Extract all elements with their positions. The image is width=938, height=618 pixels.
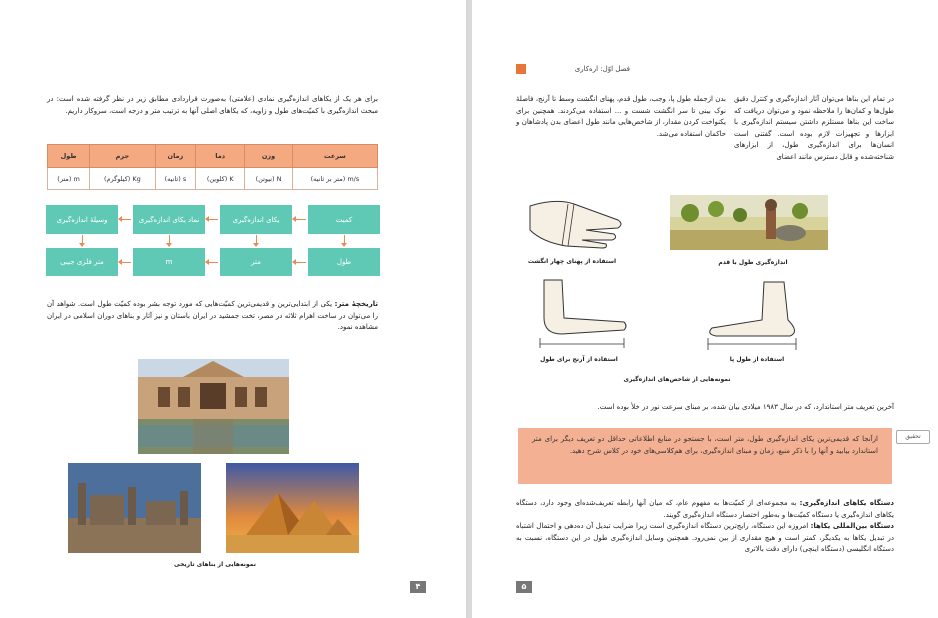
- diagram-box-tape: متر فلزی جیبی: [46, 248, 118, 276]
- diagram-arrow: [121, 262, 131, 263]
- units-header-cell: وزن: [245, 145, 293, 168]
- foot-illustration: [704, 280, 804, 350]
- hand-illustration: [526, 190, 626, 254]
- intro-paragraph: برای هر یک از یکاهای اندازه‌گیری نمادی (علامتی) به‌صورت قراردادی مطابق زیر در نظر گرفته شده است: در مبحث اندازه‌گیری با کمیّت‌های طول و زاویه، که یکاهای اصلی آنها به ترتیب متر و درجه است، سروکار داریم.: [47, 95, 378, 115]
- units-header-cell: زمان: [155, 145, 196, 168]
- page-number-left: ۴: [410, 581, 426, 593]
- persepolis-photo: [68, 463, 201, 553]
- foot-caption: استفاده از طول پا: [729, 356, 785, 363]
- units-cell: m (متر): [48, 168, 90, 190]
- left-page: [0, 0, 466, 618]
- diagram-arrow: [82, 235, 83, 244]
- diagram-box-length: طول: [308, 248, 380, 276]
- units-header-cell: دما: [196, 145, 245, 168]
- units-cell: K (کلوین): [196, 168, 245, 190]
- diagram-arrow: [344, 235, 345, 244]
- diagram-arrow: [295, 219, 306, 220]
- units-cell: Kg (کیلوگرم): [90, 168, 156, 190]
- diagram-arrow: [208, 219, 218, 220]
- diagram-arrow: [256, 235, 257, 244]
- units-header-cell: سرعت: [292, 145, 377, 168]
- historic-buildings-caption: نمونه‌هایی از بناهای تاریخی: [174, 561, 256, 568]
- diagram-box-quantity: کمیت: [308, 205, 380, 234]
- body-column-left: بدن ازجمله طول پا، وجب، طول قدم، پهنای انگشت وسط تا آرنج، فاصلهٔ نوک بینی تا سر انگشت شست و ... استفاده می‌کردند. همچنین برای یکنواخت کردن مقدار، از شاخص‌هایی مانند طول اعضای بدن پادشاهان و حاکمان استفاده می‌شد.: [516, 95, 726, 138]
- page-number-right: ۵: [516, 581, 532, 593]
- international-heading: دستگاه بین‌المللی یکاها:: [810, 522, 894, 530]
- pyramids-photo: [226, 463, 359, 553]
- history-heading: تاریخچهٔ متر:: [334, 300, 378, 308]
- chapter-marker: [516, 64, 526, 74]
- diagram-arrow: [169, 235, 170, 244]
- history-text: یکی از ابتدایی‌ترین و قدیمی‌ترین کمیّت‌هایی که مورد توجه بشر بوده کمیّت طول است. شواهد آن را می‌توان در ساخت اهرام ثلاثه در مصر، تخت جمشید در ایران باستان و نیز آثار و بناهای دوران اسلامی در ایران مشاهده نمود.: [47, 300, 378, 331]
- diagram-box-symbol: نماد یکای اندازه‌گیری: [133, 205, 205, 234]
- international-text: امروزه این دستگاه، رایج‌ترین دستگاه اندازه‌گیری است زیرا ضرایب تبدیل آن ده‌دهی و احتمال اشتباه در تبدیل یکاها به یکدیگر، کمتر است و هیچ مقداری از بین نمی‌رود. همچنین وسایل اندازه‌گیری طول در این دستگاه، نسبت به دستگاه انگلیسی (دستگاه اینچی) دارای دقت بالاتری: [516, 522, 894, 553]
- diagram-arrow: [208, 262, 218, 263]
- system-heading: دستگاه یکاهای اندازه‌گیری:: [799, 499, 894, 507]
- diagram-box-m: m: [133, 248, 205, 276]
- units-table-header-row: [48, 145, 378, 168]
- figures-caption: نمونه‌هایی از شاخص‌های اندازه‌گیری: [623, 376, 731, 383]
- diagram-arrow: [295, 262, 306, 263]
- right-page: [472, 0, 938, 618]
- arm-caption: استفاده از آرنج برای طول: [540, 356, 618, 363]
- units-header-cell: جرم: [90, 145, 156, 168]
- units-header-cell: طول: [48, 145, 90, 168]
- research-box: [518, 428, 892, 484]
- units-table: [47, 144, 378, 190]
- caveman-illustration: [670, 195, 828, 250]
- step-caption: اندازه‌گیری طول با قدم: [718, 259, 788, 266]
- last-definition-text: آخرین تعریف متر استاندارد، که در سال ۱۹۸۳ میلادی بیان شده، بر مبنای سرعت نور در خلأ بوده است.: [597, 403, 894, 411]
- diagram-box-instrument: وسیلهٔ اندازه‌گیری: [46, 205, 118, 234]
- arm-illustration: [534, 278, 630, 350]
- system-text: به مجموعه‌ای از کمیّت‌ها به مفهوم عام، که میان آنها رابطه تعریف‌شده‌ای وجود دارد، دستگاه یکاهای اندازه‌گیری یا دستگاه کمیّت‌ها و به‌طور اختصار دستگاه اندازه‌گیری گویند.: [516, 499, 894, 519]
- research-text: ازآنجا که قدیمی‌ترین یکای اندازه‌گیری طول، متر است، با جستجو در منابع اطلاعاتی حداقل دو تعریف دیگر برای متر استاندارد بیابید و آنها را با ذکر منبع، زمان و مبنای اندازه‌گیری، برای هم‌کلاسی‌های خود در کلاس شرح دهید.: [532, 435, 878, 455]
- historic-house-photo: [138, 359, 289, 454]
- system-paragraph: [516, 498, 894, 521]
- diagram-box-meter: متر: [220, 248, 292, 276]
- research-tag: تحقیق: [896, 430, 930, 444]
- body-column-right: در تمام این بناها می‌توان آثار اندازه‌گیری و کنترل دقیق طول‌ها و کمان‌ها را ملاحظه نمود و می‌توان دریافت که ساخت این بناها مستلزم داشتن سیستم اندازه‌گیری با ابزارها و تجهیزات لازم بوده است. گفتنی است انسان‌ها برای اندازه‌گیری طول، از ابزارهای شناخته‌شده و قابل دسترس مانند اعضای: [734, 95, 894, 161]
- units-cell: N (نیوتن): [245, 168, 293, 190]
- units-table-row: [48, 168, 378, 190]
- history-paragraph: [47, 299, 378, 334]
- chapter-label: فصل اوّل: اره‌کاری: [574, 65, 630, 73]
- international-system-paragraph: [516, 521, 894, 556]
- diagram-box-unit: یکای اندازه‌گیری: [220, 205, 292, 234]
- hand-caption: استفاده از پهنای چهار انگشت: [527, 258, 617, 265]
- units-cell: m/s (متر بر ثانیه): [292, 168, 377, 190]
- units-cell: s (ثانیه): [155, 168, 196, 190]
- diagram-arrow: [121, 219, 131, 220]
